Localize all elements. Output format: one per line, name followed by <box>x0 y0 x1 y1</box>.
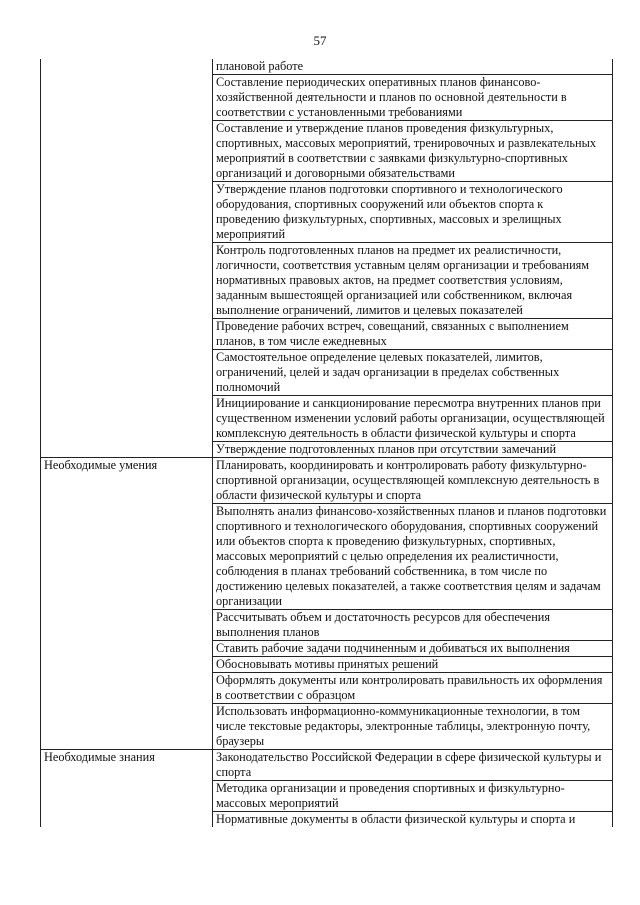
labor-functions-table <box>40 59 613 827</box>
section-label-continued <box>41 59 213 458</box>
table-cell: плановой работе <box>213 59 613 75</box>
page-number: 57 <box>313 33 327 48</box>
table-cell: Контроль подготовленных планов на предмет их реалистичности, логичности, соответствия уставным целям организации и требованиям нормативных правовых актов, на предмет соответствия условиям, заданным вышестоящей организацией или собственником, включая выполнение ограничений, лимитов и целевых показателей <box>213 243 613 319</box>
table-row <box>41 59 613 75</box>
table-cell: Утверждение планов подготовки спортивного и технологического оборудования, спортивных сооружений или объектов спорта к проведению физкультурных, спортивных, массовых и зрелищных мероприятий <box>213 182 613 243</box>
table-cell: Утверждение подготовленных планов при отсутствии замечаний <box>213 442 613 458</box>
table-cell: Законодательство Российской Федерации в сфере физической культуры и спорта <box>213 750 613 781</box>
table-cell: Составление периодических оперативных планов финансово-хозяйственной деятельности и планов по основной деятельности в соответствии с установленными требованиями <box>213 75 613 121</box>
table-cell: Обосновывать мотивы принятых решений <box>213 657 613 673</box>
table-cell: Составление и утверждение планов проведения физкультурных, спортивных, массовых мероприятий, тренировочных и развлекательных мероприятий в соответствии с заявками физкультурно-спортивных организаций и договорными обязательствами <box>213 121 613 182</box>
table-cell: Выполнять анализ финансово-хозяйственных планов и планов подготовки спортивного и технологического оборудования, спортивных сооружений или объектов спорта к проведению физкультурных, спортивных, массовых мероприятий с целью определения их реалистичности, соблюдения в планах требований собственника, в том числе по достижению целевых показателей, а также соответствия целям и задачам организации <box>213 504 613 610</box>
table-cell: Рассчитывать объем и достаточность ресурсов для обеспечения выполнения планов <box>213 610 613 641</box>
table-row <box>41 458 613 504</box>
table-cell: Планировать, координировать и контролировать работу физкультурно-спортивной организации, осуществляющей комплексную деятельность в области физической культуры и спорта <box>213 458 613 504</box>
table-cell: Ставить рабочие задачи подчиненным и добиваться их выполнения <box>213 641 613 657</box>
table-cell: Оформлять документы или контролировать правильность их оформления в соответствии с образцом <box>213 673 613 704</box>
table-cell: Самостоятельное определение целевых показателей, лимитов, ограничений, целей и задач организации в пределах собственных полномочий <box>213 350 613 396</box>
table-cell: Использовать информационно-коммуникационные технологии, в том числе текстовые редакторы, электронные таблицы, электронную почту, браузеры <box>213 704 613 750</box>
section-label-skills: Необходимые умения <box>41 458 213 750</box>
table-cell: Инициирование и санкционирование пересмотра внутренних планов при существенном изменении условий работы организации, осуществляющей комплексную деятельность в области физической культуры и спорта <box>213 396 613 442</box>
table-cell: Нормативные документы в области физической культуры и спорта и <box>213 812 613 828</box>
table-cell: Методика организации и проведения спортивных и физкультурно-массовых мероприятий <box>213 781 613 812</box>
table-row <box>41 750 613 781</box>
table-cell: Проведение рабочих встреч, совещаний, связанных с выполнением планов, в том числе ежедневных <box>213 319 613 350</box>
section-label-knowledge: Необходимые знания <box>41 750 213 828</box>
